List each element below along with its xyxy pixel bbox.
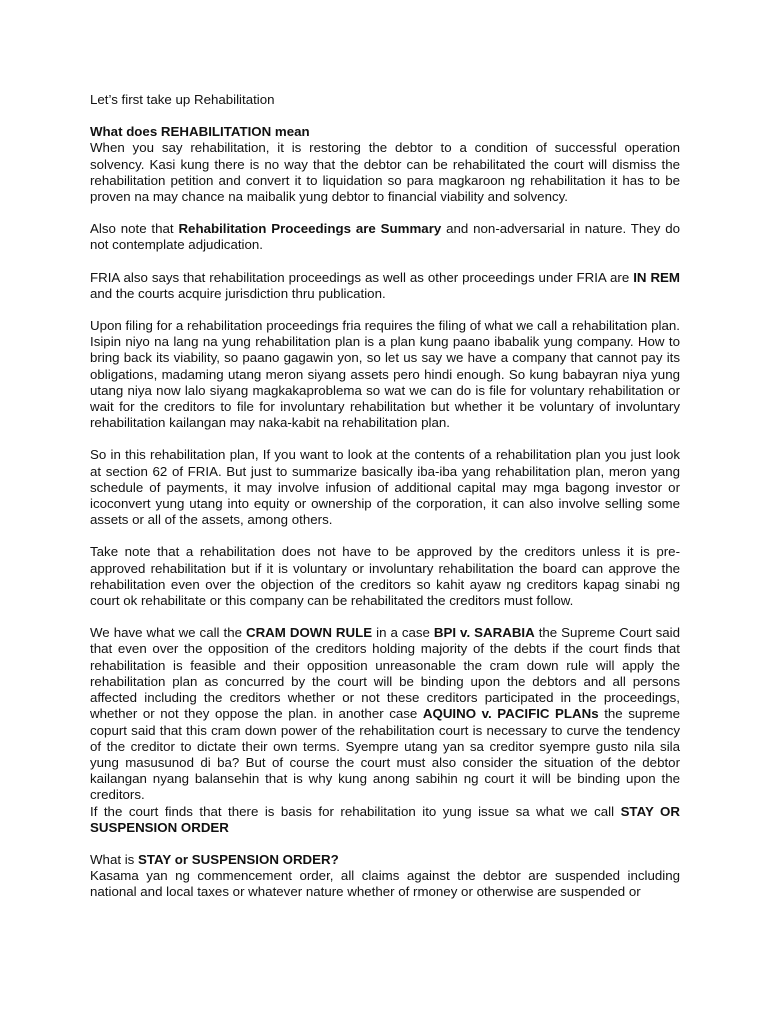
paragraph-commencement-order (90, 868, 680, 900)
paragraph-creditor-approval-text: Take note that a rehabilitation does not have to be approved by the creditors unless it is pre-approved rehabilitation but if it is voluntary or involuntary rehabilitation the board can approve the rehabilitation even over the objection of the creditors so kahit ayaw ng creditors kapag sinabi ng court ok rehabilitate or this company can be rehabilitated the creditors must follow. (90, 544, 680, 609)
intro-text: Let’s first take up Rehabilitation (90, 92, 275, 107)
paragraph-summary-text-c: and non-adversarial in nature. They do not contemplate adjudication. (90, 221, 680, 253)
cram-down-text-g: the supreme copurt said that this cram down power of the rehabilitation court is necessary to curve the tendency of the creditor to dictate their own terms. Syempre utang yan sa creditor syempre gusto nila sila yung masusunod di ba? But of course the court must also consider the situation of the debtor kailangan nyang balansehin that is why kung anong sabihin ng court it will be binding upon the creditors. (90, 706, 681, 803)
cram-down-text-c: in a case (372, 625, 434, 641)
paragraph-definition (90, 140, 680, 205)
stay-order-heading-text-a: What is (90, 851, 139, 867)
aquino-pacific-bold-phrase: AQUINO v. PACIFIC PLANs (422, 706, 599, 722)
rehabilitation-heading (90, 124, 680, 140)
stay-order-heading-bold: STAY or SUSPENSION ORDER? (138, 851, 339, 867)
cram-down-text-e: the Supreme Court said that even over the opposition of the creditors holding majority of the debts if the court finds that rehabilitation is feasible and their opposition unreasonable the cram down rule will apply the rehabilitation plan as concurred by the court will be binding upon the debtors and all persons affected including the creditors whether or not these creditors participated in the proceedings, whether or not they oppose the plan. in another case (90, 625, 681, 722)
intro-line (90, 92, 680, 108)
paragraph-summary-text-a: Also note that (90, 221, 179, 237)
paragraph-in-rem (90, 270, 680, 302)
paragraph-plan-contents (90, 447, 680, 528)
cram-down-bold-phrase: CRAM DOWN RULE (245, 625, 373, 641)
cram-down-text-a: We have what we call the (90, 625, 246, 641)
paragraph-cram-down (90, 625, 680, 803)
bpi-sarabia-bold-phrase: BPI v. SARABIA (433, 625, 535, 641)
in-rem-bold-phrase: IN REM (633, 269, 680, 285)
paragraph-rehabilitation-plan (90, 318, 680, 431)
stay-order-intro-text: If the court finds that there is basis for rehabilitation ito yung issue sa what we call (90, 803, 621, 819)
rehabilitation-heading-text: What does REHABILITATION mean (90, 124, 310, 140)
paragraph-definition-text: When you say rehabilitation, it is restoring the debtor to a condition of successful operation solvency. Kasi kung there is no way that the debtor can be rehabilitated the court will dismiss the rehabilitation petition and convert it to liquidation so para magkaroon ng rehabilitation it has to be proven na may chance na maibalik yung debtor to financial viability and solvency. (90, 140, 680, 205)
paragraph-creditor-approval (90, 544, 680, 609)
paragraph-in-rem-text-a: FRIA also says that rehabilitation proceedings as well as other proceedings under FRIA are (90, 269, 634, 285)
stay-order-bold-phrase: STAY OR SUSPENSION ORDER (90, 803, 680, 835)
paragraph-in-rem-text-c: and the courts acquire jurisdiction thru publication. (90, 285, 386, 301)
summary-bold-phrase: Rehabilitation Proceedings are Summary (178, 221, 442, 237)
paragraph-rehabilitation-plan-text: Upon filing for a rehabilitation proceedings fria requires the filing of what we call a rehabilitation plan. Isipin niyo na lang na yung rehabilitation plan is a plan kung paano ibabalik yung company. How to bring back its viability, so paano gagawin yon, so let us say we have a company that cannot pay its obligations, madaming utang meron siyang assets pero hindi enough. So kung babayran niya yung utang niya now lalo siyang magkakaproblema so wat we can do is file for voluntary rehabilitation or wait for the creditors to file for involuntary rehabilitation but whether it be voluntary of involuntary rehabilitation kailangan may naka-kabit na rehabilitation plan. (90, 318, 680, 431)
paragraph-summary-proceedings (90, 221, 680, 253)
paragraph-plan-contents-text: So in this rehabilitation plan, If you want to look at the contents of a rehabilitation plan you just look at section 62 of FRIA. But just to summarize basically iba-iba yang rehabilitation plan, meron yang schedule of payments, it may involve infusion of additional capital may mga bagong investor or icoconvert yung utang into equity or ownership of the corporation, it can also involve selling some assets or all of the assets, among others. (90, 447, 680, 528)
paragraph-stay-order-intro (90, 804, 680, 836)
stay-order-heading (90, 852, 680, 868)
paragraph-commencement-order-text: Kasama yan ng commencement order, all claims against the debtor are suspended including national and local taxes or whatever nature whether of rmoney or otherwise are suspended or (90, 868, 680, 900)
